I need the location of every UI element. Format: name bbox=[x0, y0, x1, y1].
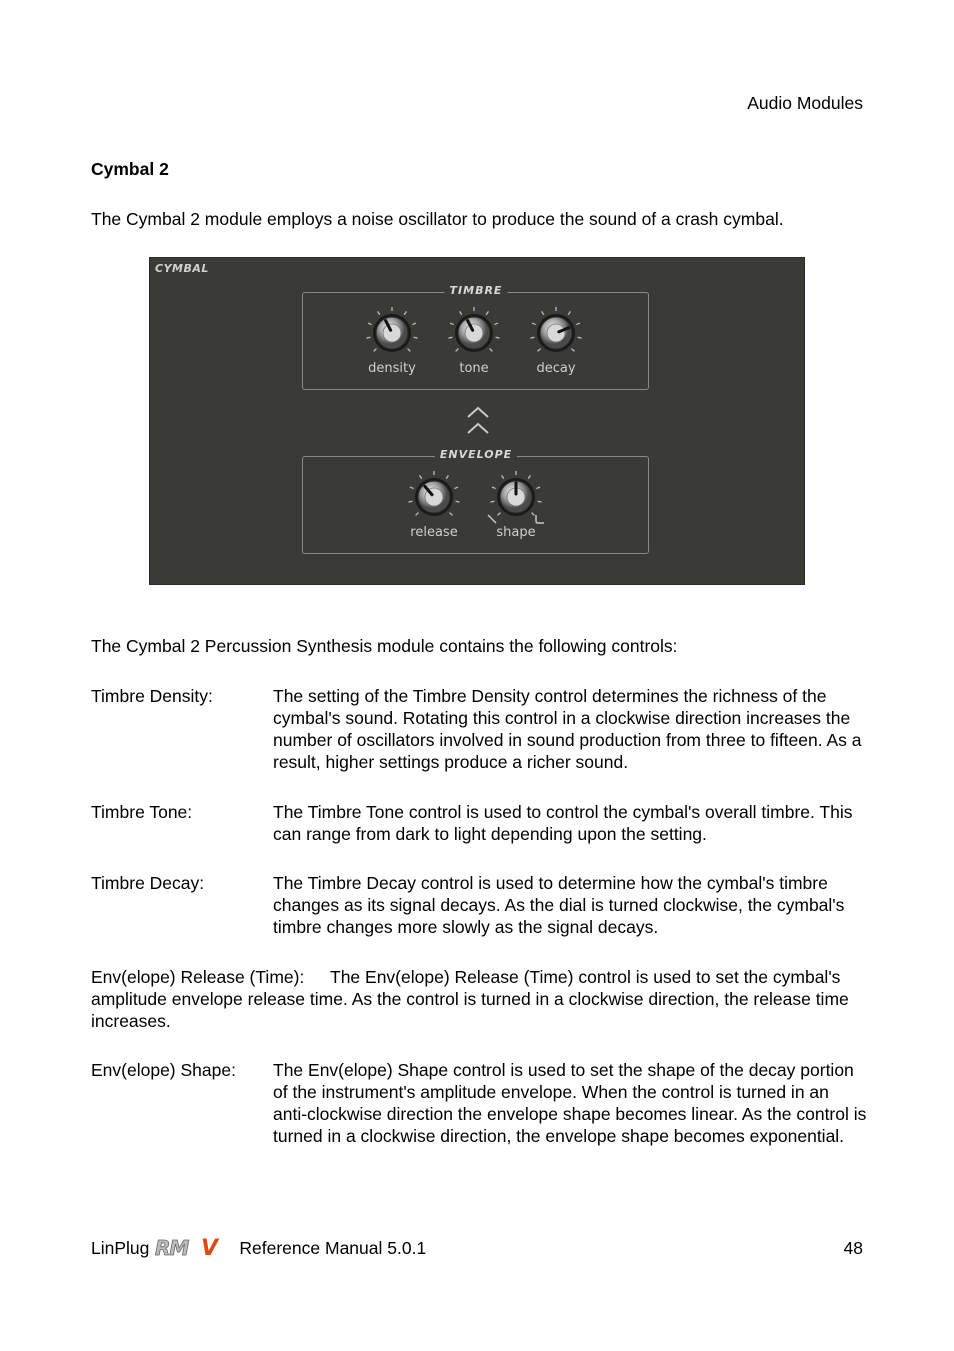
decay-knob-tick bbox=[576, 323, 580, 325]
density-knob-tick bbox=[374, 349, 377, 352]
tone-knob-tick bbox=[496, 337, 500, 338]
decay-knob-graphic bbox=[527, 304, 585, 362]
tone-label: tone bbox=[459, 361, 489, 376]
decay-knob-tick bbox=[532, 323, 536, 325]
release-knob-tick bbox=[408, 501, 412, 502]
release-knob-tick bbox=[454, 487, 458, 489]
release-knob-tick bbox=[450, 513, 453, 516]
shape-knob-tick bbox=[502, 475, 504, 478]
tone-knob-tick bbox=[450, 323, 454, 325]
section-title: Cymbal 2 bbox=[91, 159, 169, 179]
decay-knob-tick bbox=[542, 311, 544, 314]
footer-left bbox=[91, 1237, 426, 1259]
desc-timbre-decay: The Timbre Decay control is used to determine how the cymbal's timbre changes as its signal decays. As the dial is turned clockwise, the cymbal's timbre changes more slowly as the signal decays. bbox=[273, 873, 845, 937]
tone-knob-tick bbox=[460, 311, 462, 314]
release-label: release bbox=[410, 525, 458, 540]
svg-text:RM: RM bbox=[155, 1237, 189, 1259]
release-knob-tick bbox=[410, 487, 414, 489]
desc-env-shape: The Env(elope) Shape control is used to set the shape of the decay portion of the instrument's amplitude envelope. When the control is turned in an anti-clockwise direction the envelope shape becomes linear. As the control is turned in a clockwise direction, the envelope shape becomes exponential. bbox=[273, 1060, 867, 1146]
controls-lead: The Cymbal 2 Percussion Synthesis module contains the following controls: bbox=[91, 636, 678, 656]
density-knob-tick bbox=[408, 349, 411, 352]
density-label: density bbox=[368, 361, 416, 376]
tone-knob-cap bbox=[465, 324, 483, 342]
density-knob-tick bbox=[378, 311, 380, 314]
decay-knob-tick bbox=[572, 349, 575, 352]
cymbal-module-panel bbox=[149, 257, 805, 585]
shape-knob-tick bbox=[498, 513, 501, 516]
running-header: Audio Modules bbox=[747, 93, 863, 113]
envelope-group-title: ENVELOPE bbox=[435, 448, 517, 461]
shape-label: shape bbox=[496, 525, 536, 540]
density-knob-tick bbox=[404, 311, 406, 314]
shape-knob-tick bbox=[528, 475, 530, 478]
timbre-group-title: TIMBRE bbox=[445, 284, 508, 297]
density-knob-tick bbox=[366, 337, 370, 338]
term-timbre-decay: Timbre Decay: bbox=[91, 873, 205, 893]
envelope-group bbox=[302, 456, 649, 554]
release-knob-tick bbox=[416, 513, 419, 516]
tone-knob-tick bbox=[448, 337, 452, 338]
density-knob-tick bbox=[368, 323, 372, 325]
tone-knob-tick bbox=[456, 349, 459, 352]
decay-label: decay bbox=[536, 361, 576, 376]
term-timbre-tone: Timbre Tone: bbox=[91, 802, 193, 822]
desc-timbre-density: The setting of the Timbre Density control determines the richness of the cymbal's sound. Rotating this control in a clockwise direction increases the number of oscillators involved in sound production from three to fifteen. As a result, higher settings produce a richer sound. bbox=[273, 686, 862, 772]
release-knob-tick bbox=[446, 475, 448, 478]
tone-knob-graphic bbox=[445, 304, 503, 362]
decay-knob-tick bbox=[578, 337, 582, 338]
decay-knob-tick bbox=[538, 349, 541, 352]
desc-env-release-text bbox=[91, 966, 871, 1032]
term-timbre-density: Timbre Density: bbox=[91, 686, 213, 706]
svg-text:V: V bbox=[201, 1237, 219, 1259]
release-knob-tick bbox=[456, 501, 460, 502]
desc-timbre-tone: The Timbre Tone control is used to control the cymbal's overall timbre. This can range from dark to light depending upon the setting. bbox=[273, 802, 853, 844]
module-title: CYMBAL bbox=[155, 262, 209, 275]
footer-manual: Reference Manual 5.0.1 bbox=[239, 1238, 427, 1258]
density-knob-tick bbox=[412, 323, 416, 325]
tone-knob-tick bbox=[494, 323, 498, 325]
decay-knob-tick bbox=[530, 337, 534, 338]
page-number: 48 bbox=[843, 1238, 863, 1258]
shape-knob-tick bbox=[492, 487, 496, 489]
release-knob-graphic bbox=[405, 468, 463, 526]
tone-knob-tick bbox=[490, 349, 493, 352]
term-env-release: Env(elope) Release (Time): bbox=[91, 967, 305, 987]
decay-knob-cap bbox=[547, 324, 565, 342]
term-env-shape: Env(elope) Shape: bbox=[91, 1060, 236, 1080]
rmv-logo bbox=[155, 1237, 233, 1259]
shape-knob-tick bbox=[538, 501, 542, 502]
exponential-shape-icon bbox=[534, 513, 546, 525]
release-description-flow: The Env(elope) Release (Time) control is used to set the cymbal's amplitude envelope release time. As the control is turned in a clockwise direction, the release time increases. bbox=[91, 967, 849, 1031]
shape-knob-tick bbox=[536, 487, 540, 489]
decay-knob-tick bbox=[568, 311, 570, 314]
footer-brand: LinPlug bbox=[91, 1238, 150, 1258]
density-knob-graphic bbox=[363, 304, 421, 362]
linear-shape-icon bbox=[486, 513, 498, 525]
density-knob-cap bbox=[383, 324, 401, 342]
intro-paragraph: The Cymbal 2 module employs a noise oscillator to produce the sound of a crash cymbal. bbox=[91, 209, 784, 229]
release-knob-tick bbox=[420, 475, 422, 478]
shape-knob-tick bbox=[490, 501, 494, 502]
tone-knob-tick bbox=[486, 311, 488, 314]
density-knob-tick bbox=[414, 337, 418, 338]
chevron-up-icon bbox=[466, 405, 490, 437]
